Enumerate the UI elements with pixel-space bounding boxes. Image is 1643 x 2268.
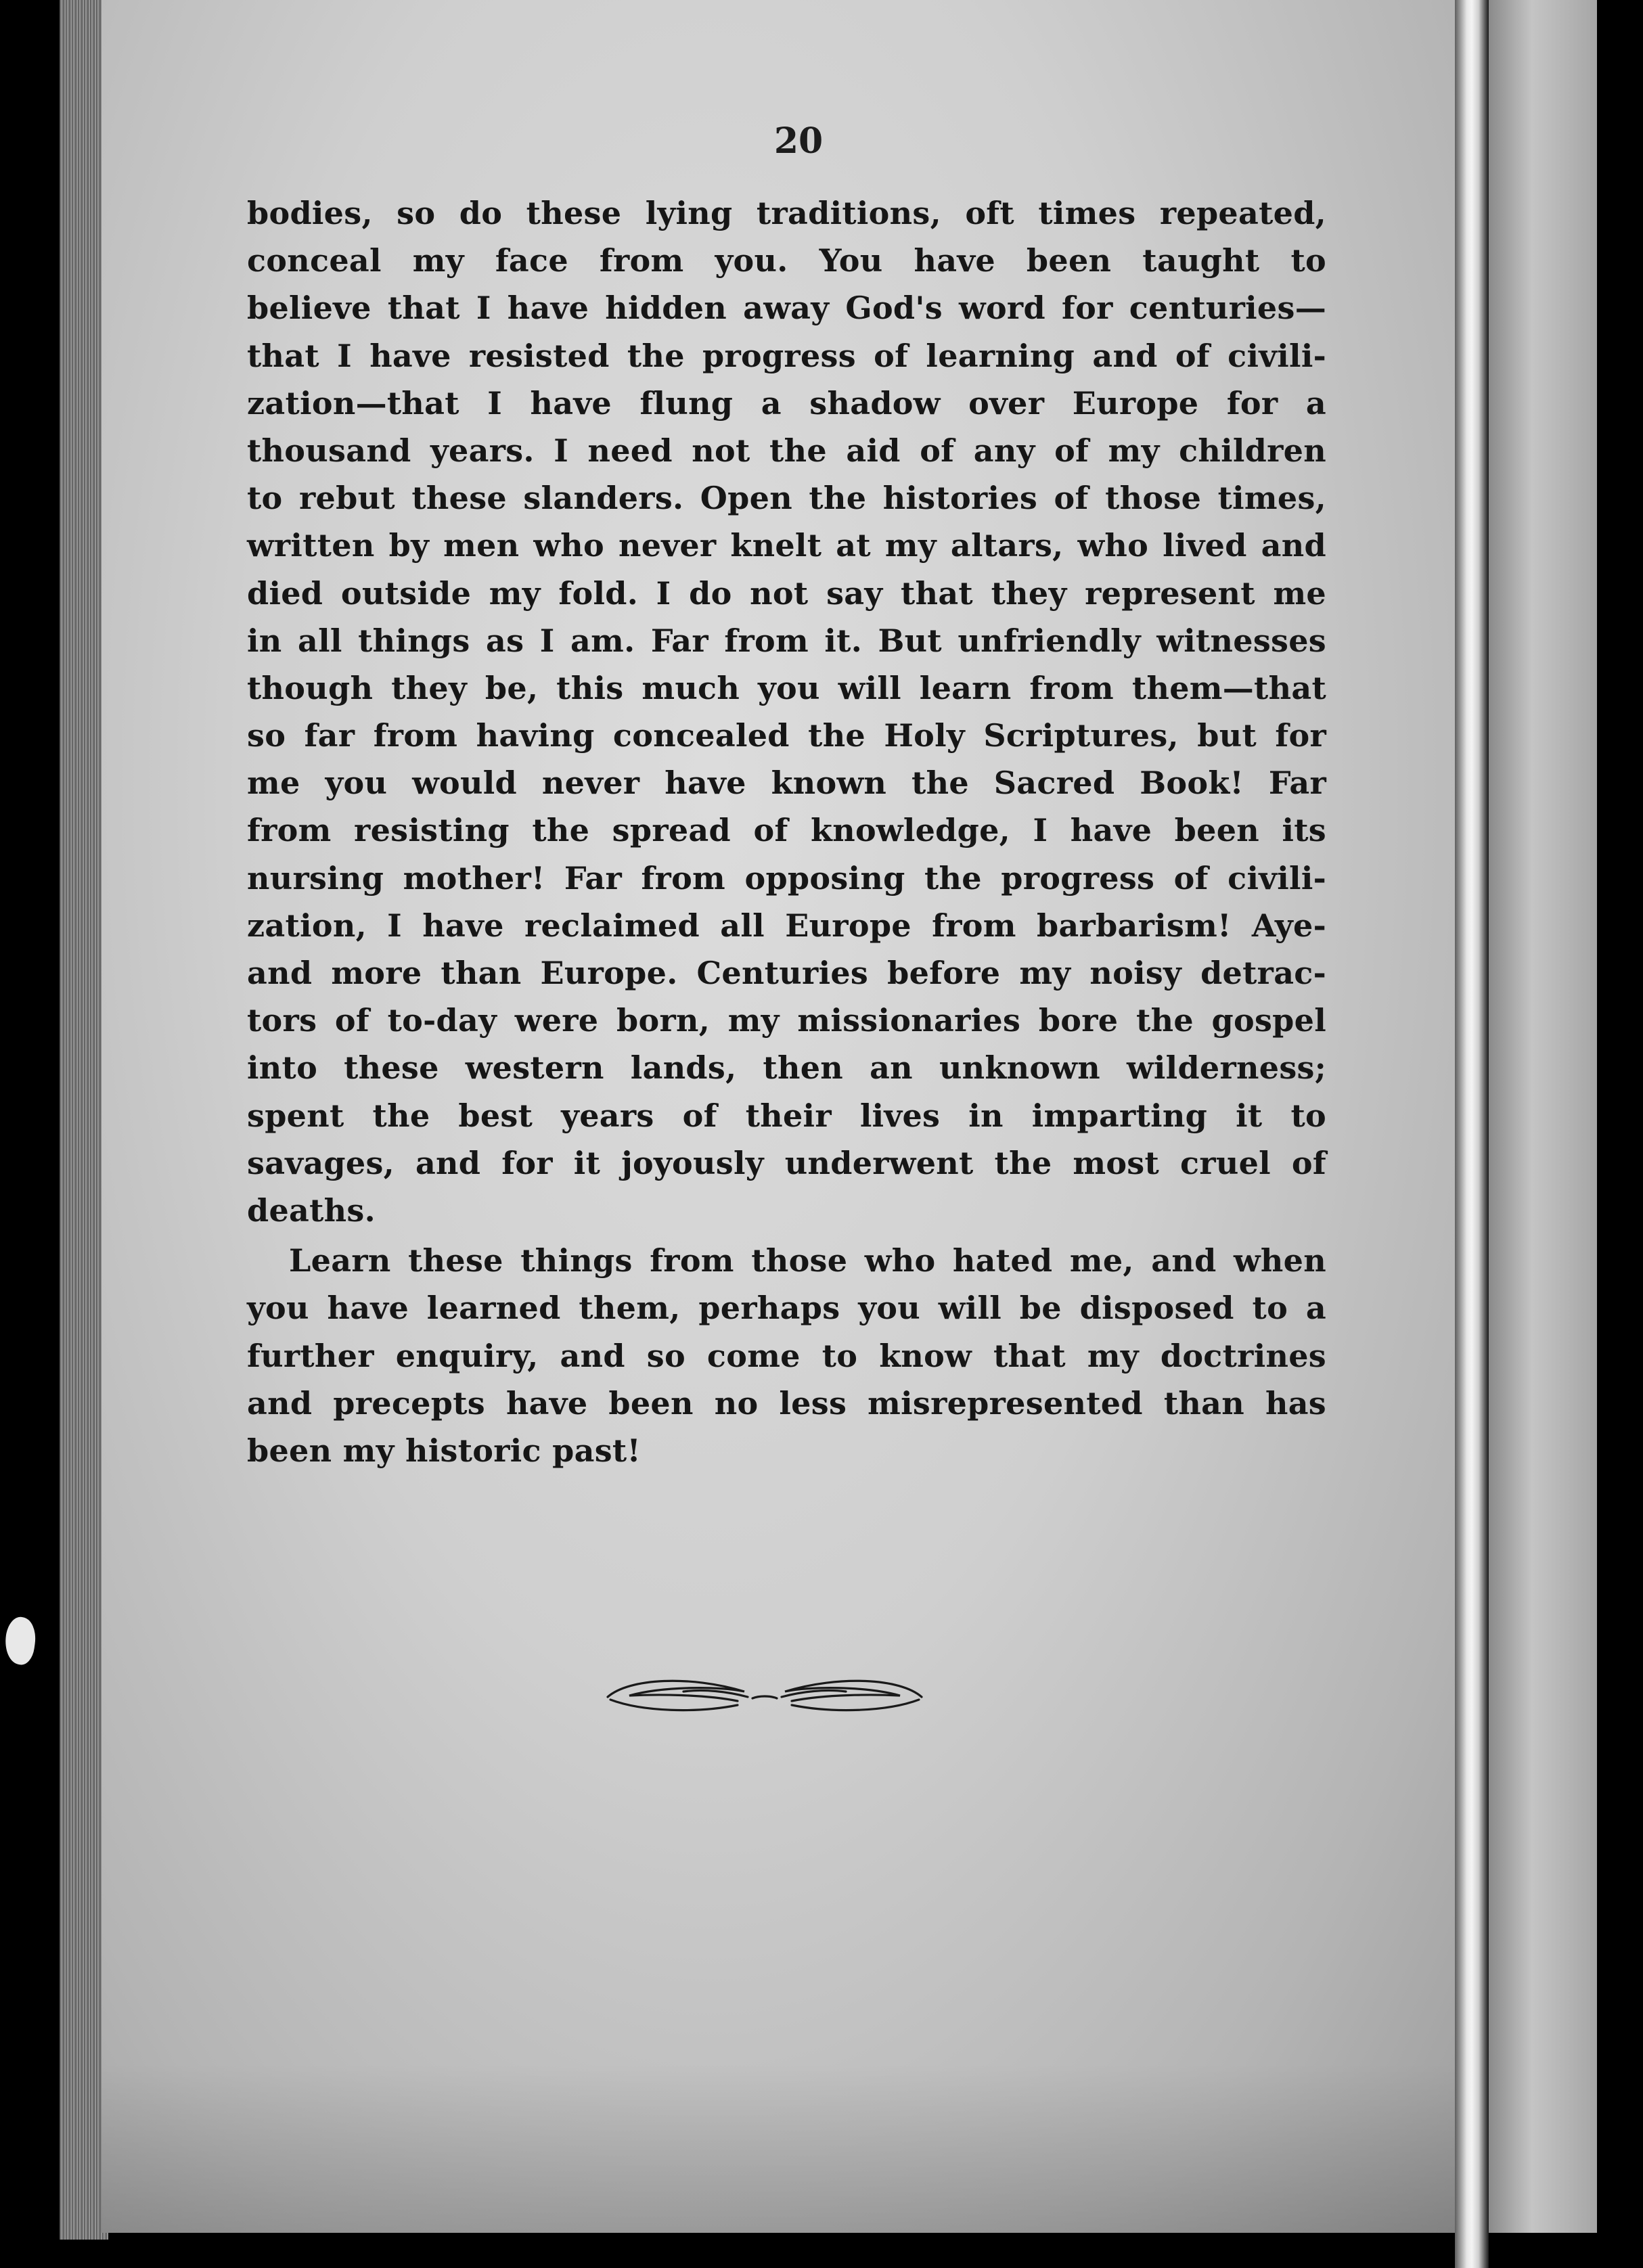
text-line: conceal my face from you. You have been taught to (247, 242, 1326, 279)
text-line: though they be, this much you will learn from them—that (247, 669, 1326, 706)
body-text (247, 189, 1326, 1474)
text-line: zation, I have reclaimed all Europe from barbarism! Aye- (247, 907, 1326, 944)
page-number: 20 (773, 120, 824, 162)
text-line: and precepts have been no less misrepresented than has (247, 1384, 1326, 1422)
text-line: savages, and for it joyously underwent the most cruel of (247, 1144, 1326, 1181)
text-line: spent the best years of their lives in imparting it to (247, 1097, 1326, 1134)
text-line: deaths. (247, 1192, 376, 1229)
text-line: believe that I have hidden away God's word for centuries— (247, 290, 1326, 327)
text-line: so far from having concealed the Holy Scriptures, but for (247, 717, 1326, 754)
text-line: from resisting the spread of knowledge, I have been its (247, 812, 1326, 849)
text-line: further enquiry, and so come to know that my doctrines (247, 1337, 1326, 1374)
text-line: nursing mother! Far from opposing the progress of civili- (247, 859, 1326, 897)
text-line: zation—that I have flung a shadow over Europe for a (247, 384, 1326, 422)
scan-artifact (2, 1615, 38, 1666)
text-line: bodies, so do these lying traditions, oft times repeated, (247, 195, 1326, 231)
page-shading (102, 2064, 1455, 2233)
text-line: written by men who never knelt at my altars, who lived and (247, 527, 1326, 564)
scroll-flourish-icon (602, 1671, 927, 1719)
text-line: been my historic past! (247, 1432, 641, 1469)
facing-page-edge (1489, 0, 1597, 2233)
book-gutter (1455, 0, 1489, 2268)
text-line: died outside my fold. I do not say that they represent me (247, 574, 1326, 612)
text-line: that I have resisted the progress of learning and of civili- (247, 337, 1326, 374)
scan-border (1597, 0, 1643, 2268)
text-line: and more than Europe. Centuries before my noisy detrac- (247, 955, 1326, 991)
text-line: thousand years. I need not the aid of any of my children (247, 432, 1326, 469)
text-line: Learn these things from those who hated me, and when (289, 1242, 1326, 1279)
text-line: in all things as I am. Far from it. But unfriendly witnesses (247, 622, 1326, 659)
paragraph (247, 1237, 1326, 1474)
text-line: to rebut these slanders. Open the histories of those times, (247, 480, 1326, 517)
text-line: you have learned them, perhaps you will be disposed to a (247, 1290, 1326, 1327)
paragraph (247, 189, 1326, 1234)
text-line: into these western lands, then an unknown wilderness; (247, 1049, 1326, 1087)
text-line: tors of to-day were born, my missionaries bore the gospel (247, 1002, 1326, 1039)
text-line: me you would never have known the Sacred Book! Far (247, 765, 1326, 802)
